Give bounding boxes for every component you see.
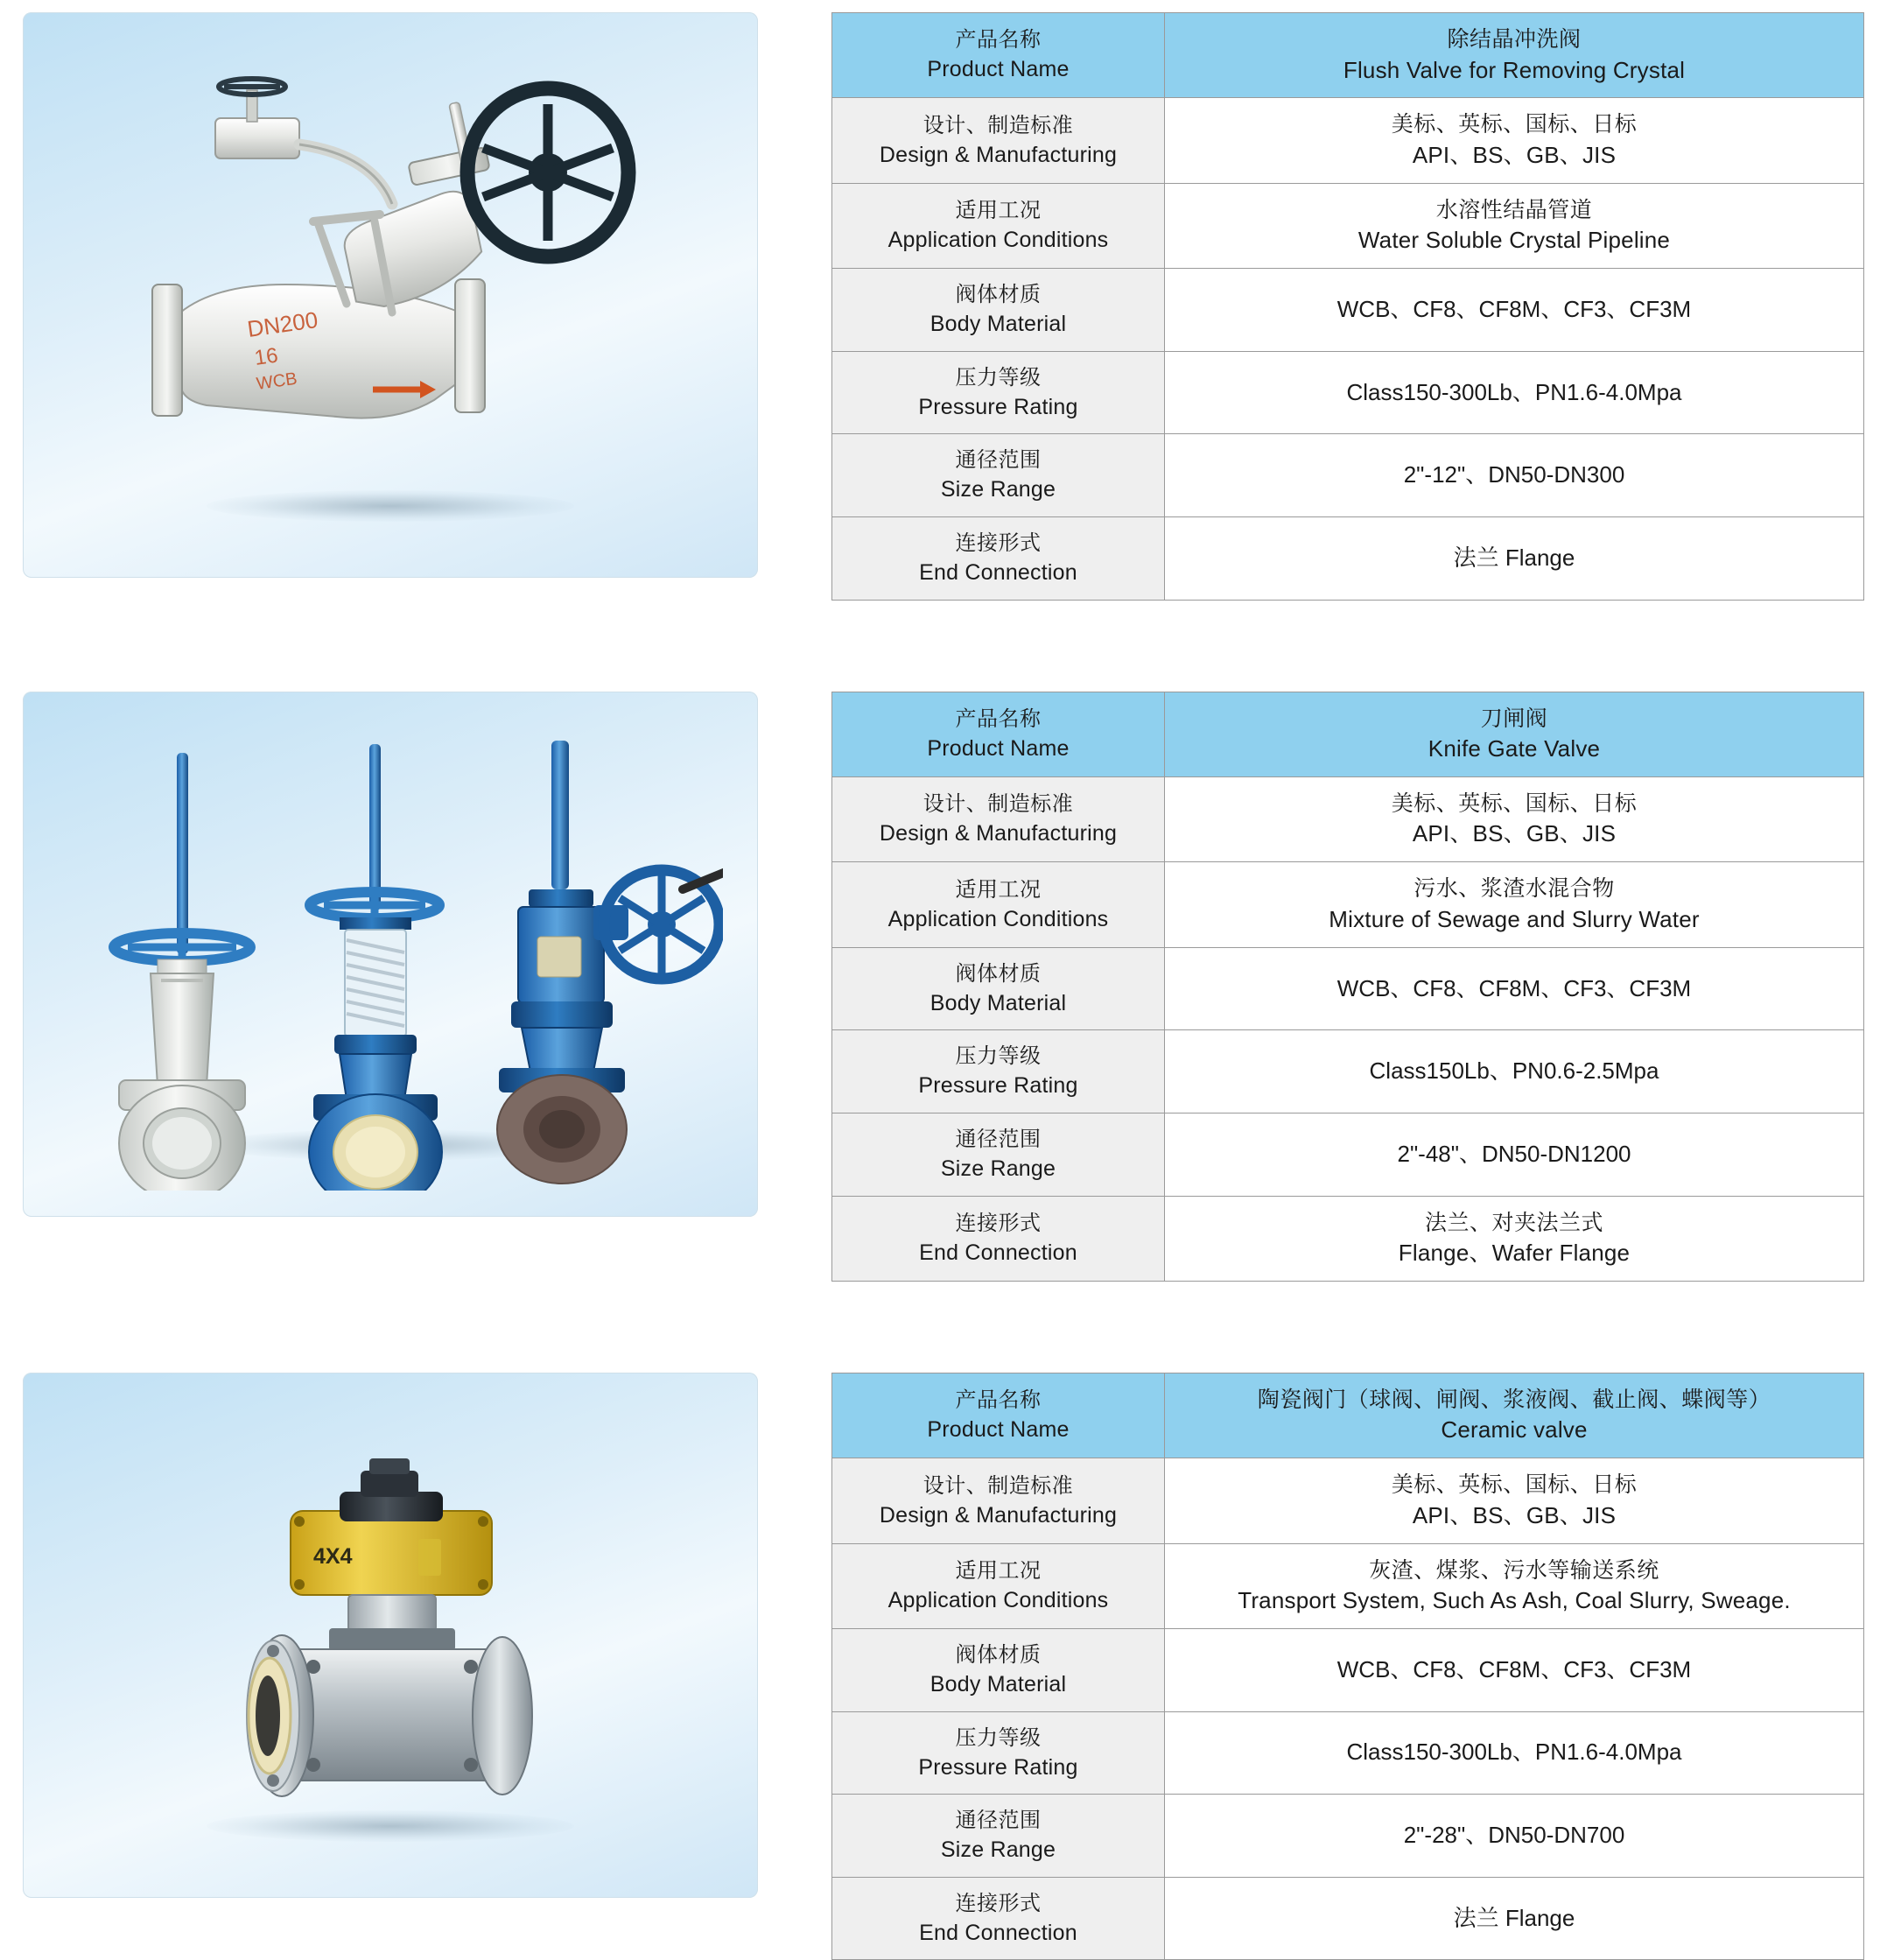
- label-en: Pressure Rating: [918, 394, 1078, 419]
- row-label: [832, 692, 1165, 776]
- value-en: Ceramic valve: [1441, 1416, 1588, 1444]
- value-en: Class150-300Lb、PN1.6-4.0Mpa: [1346, 1739, 1682, 1766]
- label-en: Design & Manufacturing: [879, 1502, 1118, 1528]
- value-en: Transport System, Such As Ash, Coal Slurry, Sweage.: [1238, 1587, 1791, 1614]
- table-row: [832, 1795, 1864, 1878]
- spec-table-knife-gate-valve: [831, 692, 1864, 1282]
- value-en: 2"-48"、DN50-DN1200: [1397, 1140, 1631, 1167]
- row-label: [832, 183, 1165, 268]
- value-en: API、BS、GB、JIS: [1412, 141, 1617, 168]
- label-cn: 通径范围: [955, 1127, 1042, 1151]
- knife-gate-valve-blue-center: [309, 744, 442, 1191]
- label-cn: 产品名称: [955, 28, 1042, 53]
- value-cn: 美标、英标、国标、日标: [1391, 790, 1638, 816]
- value-en: Flush Valve for Removing Crystal: [1343, 56, 1686, 83]
- row-value: [1165, 516, 1864, 600]
- table-row: [832, 1711, 1864, 1795]
- value-cn: 污水、浆渣水混合物: [1413, 876, 1615, 902]
- label-en: Design & Manufacturing: [879, 142, 1118, 167]
- product-image-knife-gate-valve: [23, 692, 758, 1217]
- value-cn: 美标、英标、国标、日标: [1391, 1472, 1638, 1498]
- knife-gate-valve-stainless: [114, 753, 250, 1191]
- row-label: [832, 1711, 1165, 1795]
- value-cn: 刀闸阀: [1480, 706, 1548, 731]
- label-cn: 连接形式: [955, 1211, 1042, 1235]
- label-en: Pressure Rating: [918, 1073, 1078, 1099]
- table-row: [832, 1629, 1864, 1712]
- label-cn: 产品名称: [955, 706, 1042, 731]
- label-cn: 连接形式: [955, 1891, 1042, 1915]
- label-en: Size Range: [940, 477, 1056, 502]
- row-label: [832, 1543, 1165, 1628]
- row-value: [1165, 351, 1864, 434]
- product-image-flush-valve: [23, 12, 758, 578]
- table-row: [832, 1113, 1864, 1196]
- label-cn: 压力等级: [955, 1044, 1042, 1069]
- ceramic-valve-body: [247, 1635, 532, 1796]
- label-en: Application Conditions: [887, 228, 1109, 253]
- table-row: [832, 862, 1864, 947]
- row-label: [832, 1030, 1165, 1113]
- row-value: [1165, 183, 1864, 268]
- label-cn: 通径范围: [955, 1809, 1042, 1833]
- label-en: Application Conditions: [887, 1588, 1109, 1613]
- label-en: Design & Manufacturing: [879, 821, 1118, 847]
- row-label: [832, 1373, 1165, 1458]
- label-cn: 阀体材质: [955, 1643, 1042, 1668]
- value-cn: 美标、英标、国标、日标: [1391, 112, 1638, 137]
- value-en: API、BS、GB、JIS: [1412, 1501, 1617, 1528]
- label-en: End Connection: [919, 560, 1077, 586]
- value-en: Flange、Wafer Flange: [1398, 1240, 1631, 1267]
- svg-text:WCB: WCB: [255, 369, 298, 394]
- label-cn: 压力等级: [955, 1725, 1042, 1750]
- row-value: [1165, 1373, 1864, 1458]
- value-en: Mixture of Sewage and Slurry Water: [1329, 905, 1700, 932]
- value-cn: 法兰、对夹法兰式: [1424, 1210, 1603, 1235]
- table-row: [832, 183, 1864, 268]
- row-value: [1165, 1877, 1864, 1960]
- row-label: [832, 269, 1165, 352]
- row-value: [1165, 947, 1864, 1030]
- row-label: [832, 1458, 1165, 1543]
- table-row: [832, 13, 1864, 98]
- value-en: WCB、CF8、CF8M、CF3、CF3M: [1336, 295, 1692, 322]
- label-cn: 适用工况: [955, 1559, 1042, 1584]
- row-label: [832, 862, 1165, 947]
- label-cn: 压力等级: [955, 365, 1042, 390]
- row-label: [832, 351, 1165, 434]
- product-block-flush-valve: [23, 12, 1864, 601]
- row-label: [832, 947, 1165, 1030]
- label-en: Size Range: [940, 1837, 1056, 1863]
- value-en: Water Soluble Crystal Pipeline: [1357, 227, 1671, 254]
- flush-valve-illustration: [84, 50, 697, 540]
- value-cn: 水溶性结晶管道: [1435, 197, 1593, 222]
- label-cn: 连接形式: [955, 530, 1042, 555]
- row-value: [1165, 13, 1864, 98]
- label-en: Product Name: [927, 1417, 1070, 1443]
- label-cn: 设计、制造标准: [922, 792, 1074, 817]
- row-label: [832, 776, 1165, 861]
- table-row: [832, 1196, 1864, 1281]
- label-en: Body Material: [929, 1672, 1067, 1697]
- label-en: Application Conditions: [887, 906, 1109, 931]
- value-cn: 除结晶冲洗阀: [1447, 27, 1582, 52]
- actuator-marking: 4X4: [313, 1543, 353, 1569]
- table-row: [832, 947, 1864, 1030]
- value-en: Knife Gate Valve: [1428, 735, 1601, 762]
- pneumatic-actuator: [291, 1458, 492, 1595]
- table-row: [832, 1373, 1864, 1458]
- value-en: 2"-12"、DN50-DN300: [1403, 461, 1625, 488]
- spec-table-flush-valve: [831, 12, 1864, 601]
- row-label: [832, 1795, 1165, 1878]
- table-row: [832, 434, 1864, 517]
- product-block-ceramic-valve: [23, 1373, 1864, 1960]
- label-en: Size Range: [940, 1156, 1056, 1182]
- label-en: Pressure Rating: [918, 1754, 1078, 1780]
- table-row: [832, 269, 1864, 352]
- row-value: [1165, 434, 1864, 517]
- label-cn: 适用工况: [955, 877, 1042, 902]
- product-block-knife-gate-valve: [23, 692, 1864, 1282]
- row-label: [832, 13, 1165, 98]
- row-value: [1165, 1458, 1864, 1543]
- spec-table-ceramic-valve: [831, 1373, 1864, 1960]
- svg-text:DN200: DN200: [245, 306, 319, 342]
- label-cn: 阀体材质: [955, 961, 1042, 986]
- row-label: [832, 516, 1165, 600]
- table-row: [832, 1458, 1864, 1543]
- value-en: Class150-300Lb、PN1.6-4.0Mpa: [1346, 378, 1682, 405]
- value-en: WCB、CF8、CF8M、CF3、CF3M: [1336, 1655, 1692, 1683]
- label-en: Body Material: [929, 312, 1067, 337]
- label-cn: 产品名称: [955, 1388, 1042, 1413]
- value-cn: 陶瓷阀门（球阀、闸阀、浆液阀、截止阀、蝶阀等）: [1257, 1387, 1771, 1412]
- value-cn: 灰渣、煤浆、污水等输送系统: [1369, 1557, 1659, 1583]
- row-value: [1165, 1711, 1864, 1795]
- label-en: Body Material: [929, 990, 1067, 1015]
- value-en: API、BS、GB、JIS: [1412, 820, 1617, 847]
- row-label: [832, 98, 1165, 183]
- value-en: 法兰 Flange: [1453, 544, 1575, 571]
- value-en: 2"-28"、DN50-DN700: [1403, 1822, 1625, 1849]
- row-label: [832, 1877, 1165, 1960]
- row-label: [832, 1113, 1165, 1196]
- label-cn: 设计、制造标准: [922, 1473, 1074, 1498]
- label-cn: 设计、制造标准: [922, 113, 1074, 137]
- table-row: [832, 1543, 1864, 1628]
- row-value: [1165, 692, 1864, 776]
- row-value: [1165, 1629, 1864, 1712]
- table-row: [832, 98, 1864, 183]
- value-en: Class150Lb、PN0.6-2.5Mpa: [1369, 1057, 1659, 1085]
- table-row: [832, 692, 1864, 776]
- row-value: [1165, 862, 1864, 947]
- label-en: End Connection: [919, 1240, 1077, 1265]
- row-value: [1165, 269, 1864, 352]
- label-cn: 通径范围: [955, 448, 1042, 473]
- row-value: [1165, 1543, 1864, 1628]
- table-row: [832, 776, 1864, 861]
- row-value: [1165, 98, 1864, 183]
- ceramic-ball-valve-illustration: [110, 1408, 670, 1863]
- value-en: 法兰 Flange: [1453, 1904, 1575, 1931]
- row-value: [1165, 1113, 1864, 1196]
- table-row: [832, 351, 1864, 434]
- handwheel: [467, 88, 628, 256]
- row-label: [832, 1629, 1165, 1712]
- row-label: [832, 434, 1165, 517]
- table-row: [832, 1030, 1864, 1113]
- label-en: Product Name: [927, 736, 1070, 762]
- value-en: WCB、CF8、CF8M、CF3、CF3M: [1336, 974, 1692, 1001]
- table-row: [832, 516, 1864, 600]
- row-value: [1165, 1030, 1864, 1113]
- label-en: End Connection: [919, 1920, 1077, 1945]
- row-value: [1165, 1795, 1864, 1878]
- svg-text:16: 16: [253, 343, 280, 370]
- flush-assembly: [215, 79, 392, 204]
- knife-gate-valves-illustration: [58, 718, 723, 1191]
- row-label: [832, 1196, 1165, 1281]
- label-en: Product Name: [927, 57, 1070, 82]
- label-cn: 阀体材质: [955, 283, 1042, 307]
- row-value: [1165, 776, 1864, 861]
- label-cn: 适用工况: [955, 199, 1042, 223]
- product-image-ceramic-valve: [23, 1373, 758, 1898]
- row-value: [1165, 1196, 1864, 1281]
- knife-gate-valve-gear-operated: [497, 741, 723, 1184]
- table-row: [832, 1877, 1864, 1960]
